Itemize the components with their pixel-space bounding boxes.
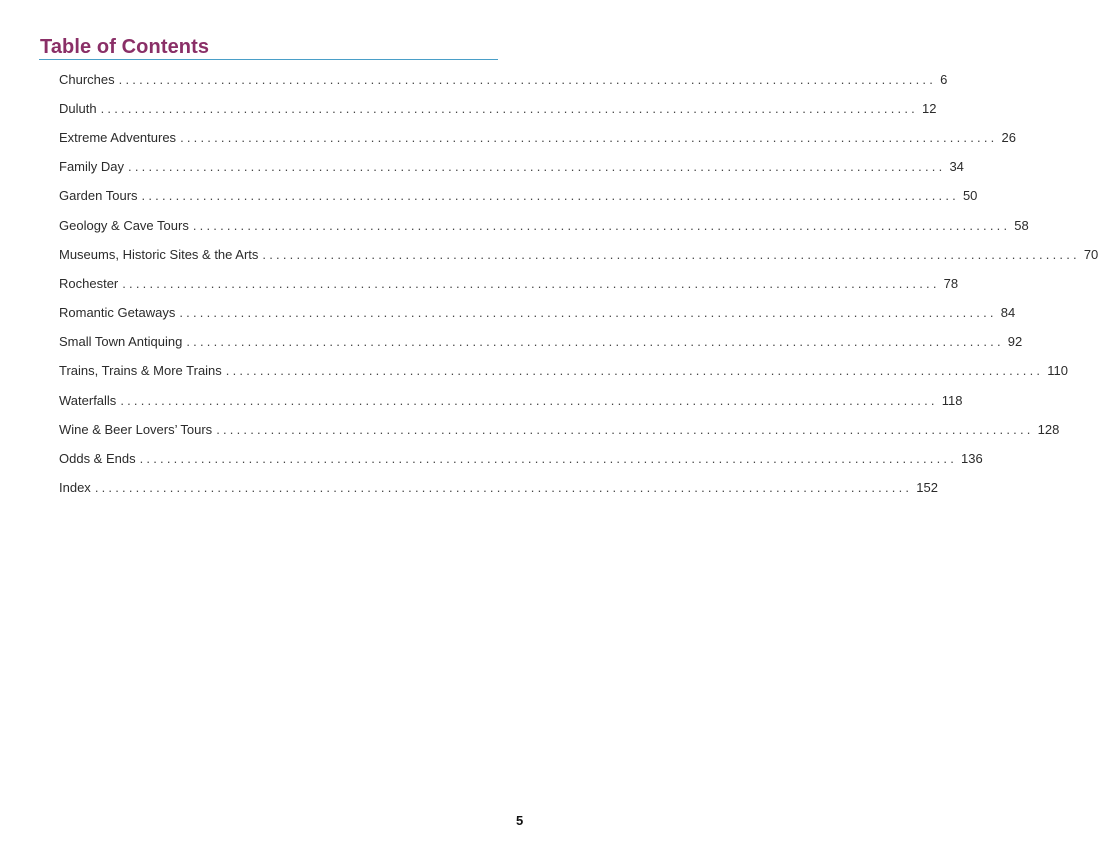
dot-leader: ........................................................................................................................	[100, 100, 918, 116]
dot-leader: ........................................................................................................................	[141, 188, 959, 204]
toc-entry-page: 70	[1083, 246, 1098, 262]
toc-entry-page: 136	[961, 451, 983, 467]
dot-leader: ........................................................................................................................	[179, 305, 997, 321]
toc-entry[interactable]	[59, 444, 983, 473]
dot-leader: ........................................................................................................................	[139, 451, 958, 467]
dot-leader: ........................................................................................................................	[225, 363, 1044, 379]
toc-entry-title: Small Town Antiquing	[59, 334, 183, 350]
toc-entry-page: 152	[916, 480, 938, 496]
toc-entry-title: Garden Tours	[59, 188, 138, 204]
toc-entry[interactable]	[59, 299, 1016, 328]
toc-entry-title: Rochester	[59, 275, 119, 291]
toc-entry[interactable]	[59, 65, 948, 94]
dot-leader: ........................................................................................................................	[94, 480, 913, 496]
toc-entry-page: 58	[1014, 217, 1029, 233]
toc-entry-page: 12	[922, 100, 937, 116]
toc-entry[interactable]	[59, 182, 978, 211]
dot-leader: ........................................................................................................................	[192, 217, 1011, 233]
dot-leader: ........................................................................................................................	[180, 129, 998, 145]
toc-entry-title: Odds & Ends	[59, 451, 136, 467]
toc-entry-page: 118	[941, 392, 963, 408]
toc-entry-page: 110	[1047, 363, 1068, 379]
toc-entry-title: Extreme Adventures	[59, 129, 177, 145]
toc-entry-page: 92	[1007, 334, 1023, 350]
dot-leader: ........................................................................................................................	[122, 275, 940, 291]
toc-entry[interactable]	[59, 211, 1029, 240]
dot-leader: ........................................................................................................................	[262, 246, 1080, 262]
toc-entry-page: 6	[940, 71, 948, 87]
toc-entry[interactable]	[59, 328, 1023, 357]
toc-entry-title: Churches	[59, 71, 115, 87]
toc-entry[interactable]	[59, 474, 938, 503]
toc-entry-page: 128	[1037, 421, 1060, 437]
toc-entry-title: Museums, Historic Sites & the Arts	[59, 246, 259, 262]
dot-leader: ........................................................................................................................	[118, 71, 937, 87]
toc-entry-title: Wine & Beer Lovers’ Tours	[59, 421, 213, 437]
toc-entry-title: Trains, Trains & More Trains	[59, 363, 222, 379]
toc-entry-title: Duluth	[59, 100, 97, 116]
toc-entry-page: 84	[1000, 305, 1016, 321]
page-number: 5	[516, 813, 524, 828]
toc-entry[interactable]	[59, 415, 1060, 444]
dot-leader: ........................................................................................................................	[120, 392, 938, 408]
toc-list	[59, 65, 1098, 503]
toc-entry[interactable]	[59, 94, 937, 123]
toc-entry-page: 34	[949, 159, 964, 175]
toc-entry[interactable]	[59, 153, 964, 182]
dot-leader: ........................................................................................................................	[216, 421, 1034, 437]
toc-entry-title: Waterfalls	[59, 392, 117, 408]
dot-leader: ........................................................................................................................	[186, 334, 1004, 350]
toc-entry-title: Index	[59, 480, 91, 496]
page-title: Table of Contents	[40, 36, 210, 58]
toc-entry-page: 26	[1001, 129, 1016, 145]
toc-entry-title: Family Day	[59, 159, 125, 175]
toc-entry[interactable]	[59, 269, 959, 298]
title-rule	[39, 59, 498, 60]
toc-entry-page: 50	[962, 188, 978, 204]
toc-entry[interactable]	[59, 123, 1016, 152]
toc-entry[interactable]	[59, 357, 1068, 386]
dot-leader: ........................................................................................................................	[128, 159, 946, 175]
toc-entry[interactable]	[59, 386, 963, 415]
toc-entry-title: Geology & Cave Tours	[59, 217, 189, 233]
toc-entry-title: Romantic Getaways	[59, 305, 176, 321]
toc-entry-page: 78	[943, 275, 959, 291]
toc-entry[interactable]	[59, 240, 1098, 269]
